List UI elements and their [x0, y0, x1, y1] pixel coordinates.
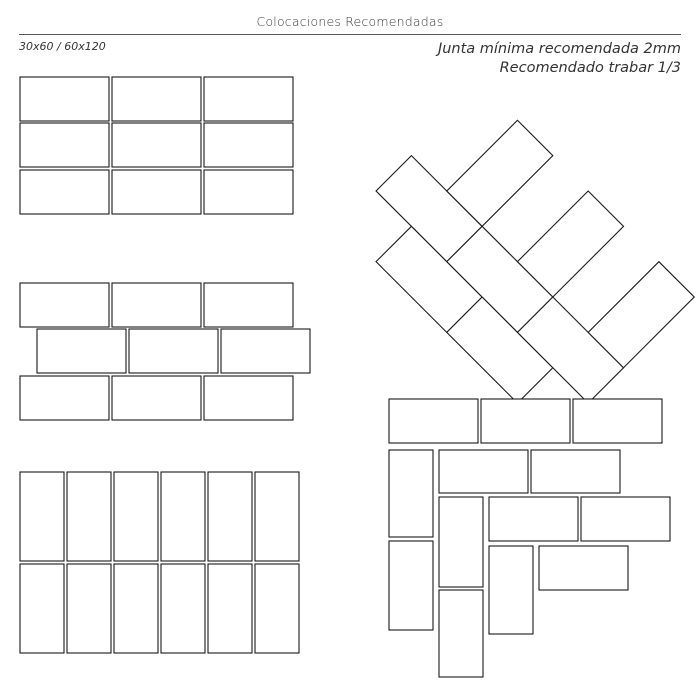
tile — [20, 170, 109, 214]
vertical-stack-pattern — [20, 472, 299, 653]
tile — [161, 564, 205, 653]
tile — [439, 450, 528, 493]
tile — [112, 376, 201, 420]
tile — [481, 399, 570, 443]
tile — [221, 329, 310, 373]
tile — [20, 564, 64, 653]
tile — [208, 472, 252, 561]
tile — [67, 564, 111, 653]
tile — [581, 497, 670, 541]
running-bond-pattern — [20, 283, 310, 420]
tile — [204, 283, 293, 327]
tile — [112, 283, 201, 327]
tile — [20, 472, 64, 561]
herringbone-pattern — [376, 120, 694, 403]
page-title: Colocaciones Recomendadas — [256, 14, 444, 29]
tile — [204, 123, 293, 167]
tile — [161, 472, 205, 561]
tile — [20, 283, 109, 327]
tile — [573, 399, 662, 443]
tile — [489, 546, 533, 634]
tile — [204, 170, 293, 214]
joint-note: Junta mínima recomendada 2mm — [437, 41, 681, 57]
tile — [255, 564, 299, 653]
tile — [37, 329, 126, 373]
tile — [112, 170, 201, 214]
tile — [112, 77, 201, 121]
tile — [539, 546, 628, 590]
tile — [67, 472, 111, 561]
tile — [255, 472, 299, 561]
tile — [20, 123, 109, 167]
tile — [439, 497, 483, 587]
tile — [489, 497, 578, 541]
tile — [20, 376, 109, 420]
tile — [112, 123, 201, 167]
tile — [439, 590, 483, 677]
mixed-layout-pattern — [389, 399, 670, 677]
tile — [208, 564, 252, 653]
tile — [20, 77, 109, 121]
tile-sizes-label: 30x60 / 60x120 — [19, 40, 106, 53]
tile — [204, 77, 293, 121]
offset-note: Recomendado trabar 1/3 — [499, 60, 681, 76]
tile — [389, 541, 433, 630]
tile — [114, 564, 158, 653]
tile — [389, 450, 433, 537]
tile — [129, 329, 218, 373]
tile — [204, 376, 293, 420]
tile — [531, 450, 620, 493]
tile — [114, 472, 158, 561]
tile — [389, 399, 478, 443]
grid-pattern — [20, 77, 293, 214]
